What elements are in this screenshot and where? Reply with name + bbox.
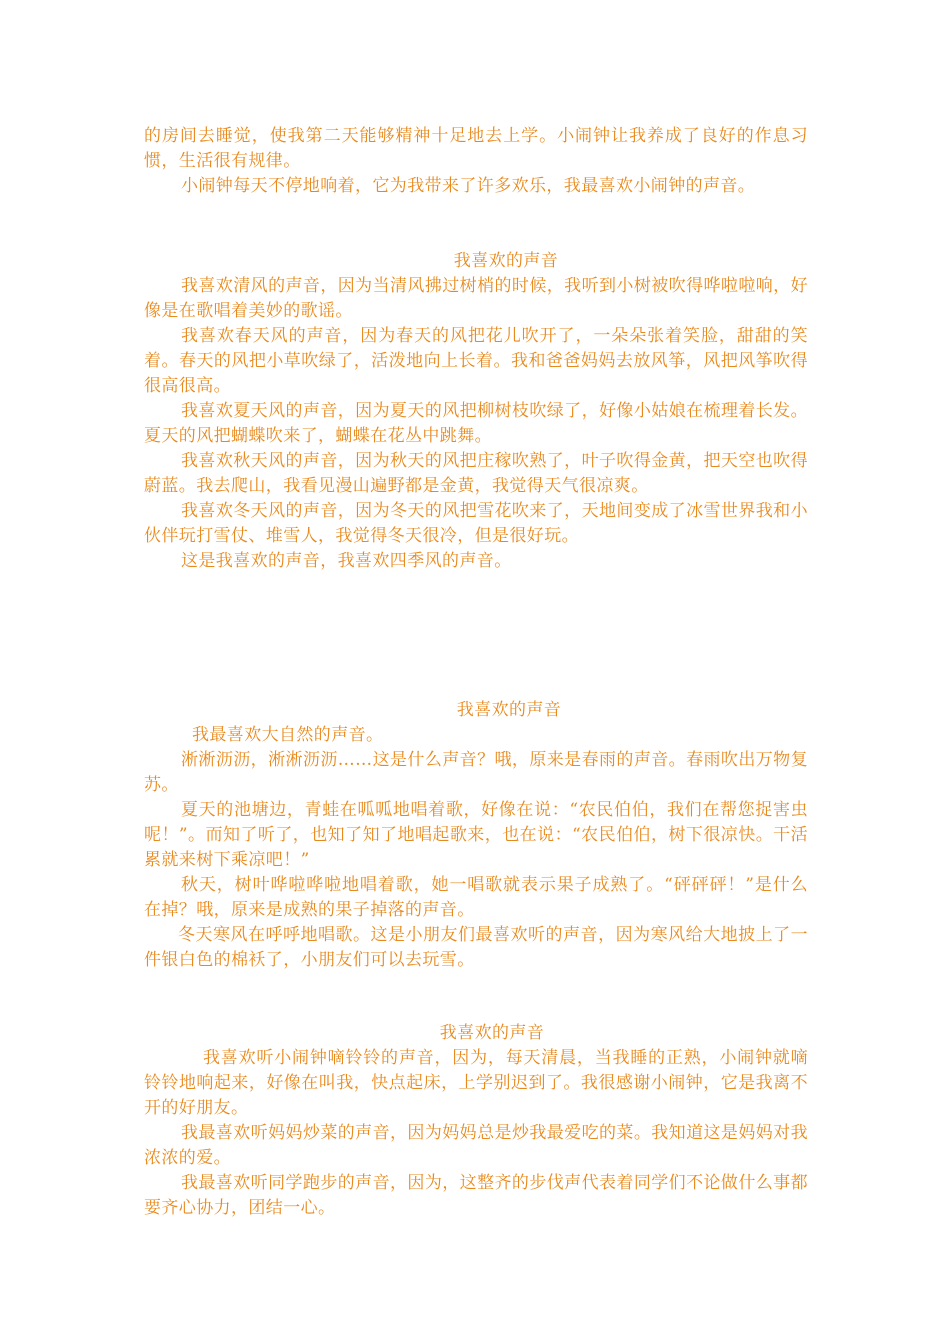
paragraph: 我喜欢听小闹钟嘀铃铃的声音，因为，每天清晨，当我睡的正熟，小闹钟就嘀铃铃地响起来，好像在叫我，快点起床，上学别迟到了。我很感谢小闹钟，它是我离不开的好朋友。 [144, 1048, 808, 1118]
paragraph: 我喜欢春天风的声音，因为春天的风把花儿吹开了，一朵朵张着笑脸，甜甜的笑着。春天的风把小草吹绿了，活泼地向上长着。我和爸爸妈妈去放风筝，风把风筝吹得很高很高。 [144, 326, 808, 396]
document-page [144, 0, 808, 1344]
paragraph: 我喜欢秋天风的声音，因为秋天的风把庄稼吹熟了，叶子吹得金黄，把天空也吹得蔚蓝。我去爬山，我看见漫山遍野都是金黄，我觉得天气很凉爽。 [144, 451, 808, 496]
paragraph: 我最喜欢大自然的声音。 [192, 725, 384, 745]
paragraph: 这是我喜欢的声音，我喜欢四季风的声音。 [181, 551, 512, 571]
paragraph: 我最喜欢听妈妈炒菜的声音，因为妈妈总是炒我最爱吃的菜。我知道这是妈妈对我浓浓的爱。 [144, 1123, 808, 1168]
paragraph: 冬天寒风在呼呼地唱歌。这是小朋友们最喜欢听的声音，因为寒风给大地披上了一件银白色的棉袄了，小朋友们可以去玩雪。 [144, 925, 808, 970]
paragraph: 我喜欢清风的声音，因为当清风拂过树梢的时候，我听到小树被吹得哗啦啦响，好像是在歌唱着美妙的歌谣。 [144, 276, 808, 321]
section-title: 我喜欢的声音 [456, 700, 562, 720]
paragraph: 我喜欢冬天风的声音，因为冬天的风把雪花吹来了，天地间变成了冰雪世界我和小伙伴玩打雪仗、堆雪人，我觉得冬天很冷，但是很好玩。 [144, 501, 808, 546]
paragraph: 的房间去睡觉，使我第二天能够精神十足地去上学。小闹钟让我养成了良好的作息习惯，生活很有规律。 [144, 126, 808, 171]
paragraph: 我喜欢夏天风的声音，因为夏天的风把柳树枝吹绿了，好像小姑娘在梳理着长发。夏天的风把蝴蝶吹来了，蝴蝶在花丛中跳舞。 [144, 401, 808, 446]
paragraph: 夏天的池塘边，青蛙在呱呱地唱着歌，好像在说：“农民伯伯，我们在帮您捉害虫呢！”。而知了听了，也知了知了地唱起歌来，也在说：“农民伯伯，树下很凉快。干活累就来树下乘凉吧！” [144, 800, 808, 870]
paragraph: 淅淅沥沥，淅淅沥沥……这是什么声音？哦，原来是春雨的声音。春雨吹出万物复苏。 [144, 750, 808, 795]
section-title: 我喜欢的声音 [439, 1023, 545, 1043]
paragraph: 小闹钟每天不停地响着，它为我带来了许多欢乐，我最喜欢小闹钟的声音。 [181, 176, 756, 196]
paragraph: 秋天，树叶哗啦哗啦地唱着歌，她一唱歌就表示果子成熟了。“砰砰砰！”是什么在掉？哦，原来是成熟的果子掉落的声音。 [144, 875, 808, 920]
section-title: 我喜欢的声音 [453, 251, 559, 271]
paragraph: 我最喜欢听同学跑步的声音，因为，这整齐的步伐声代表着同学们不论做什么事都要齐心协力，团结一心。 [144, 1173, 808, 1218]
